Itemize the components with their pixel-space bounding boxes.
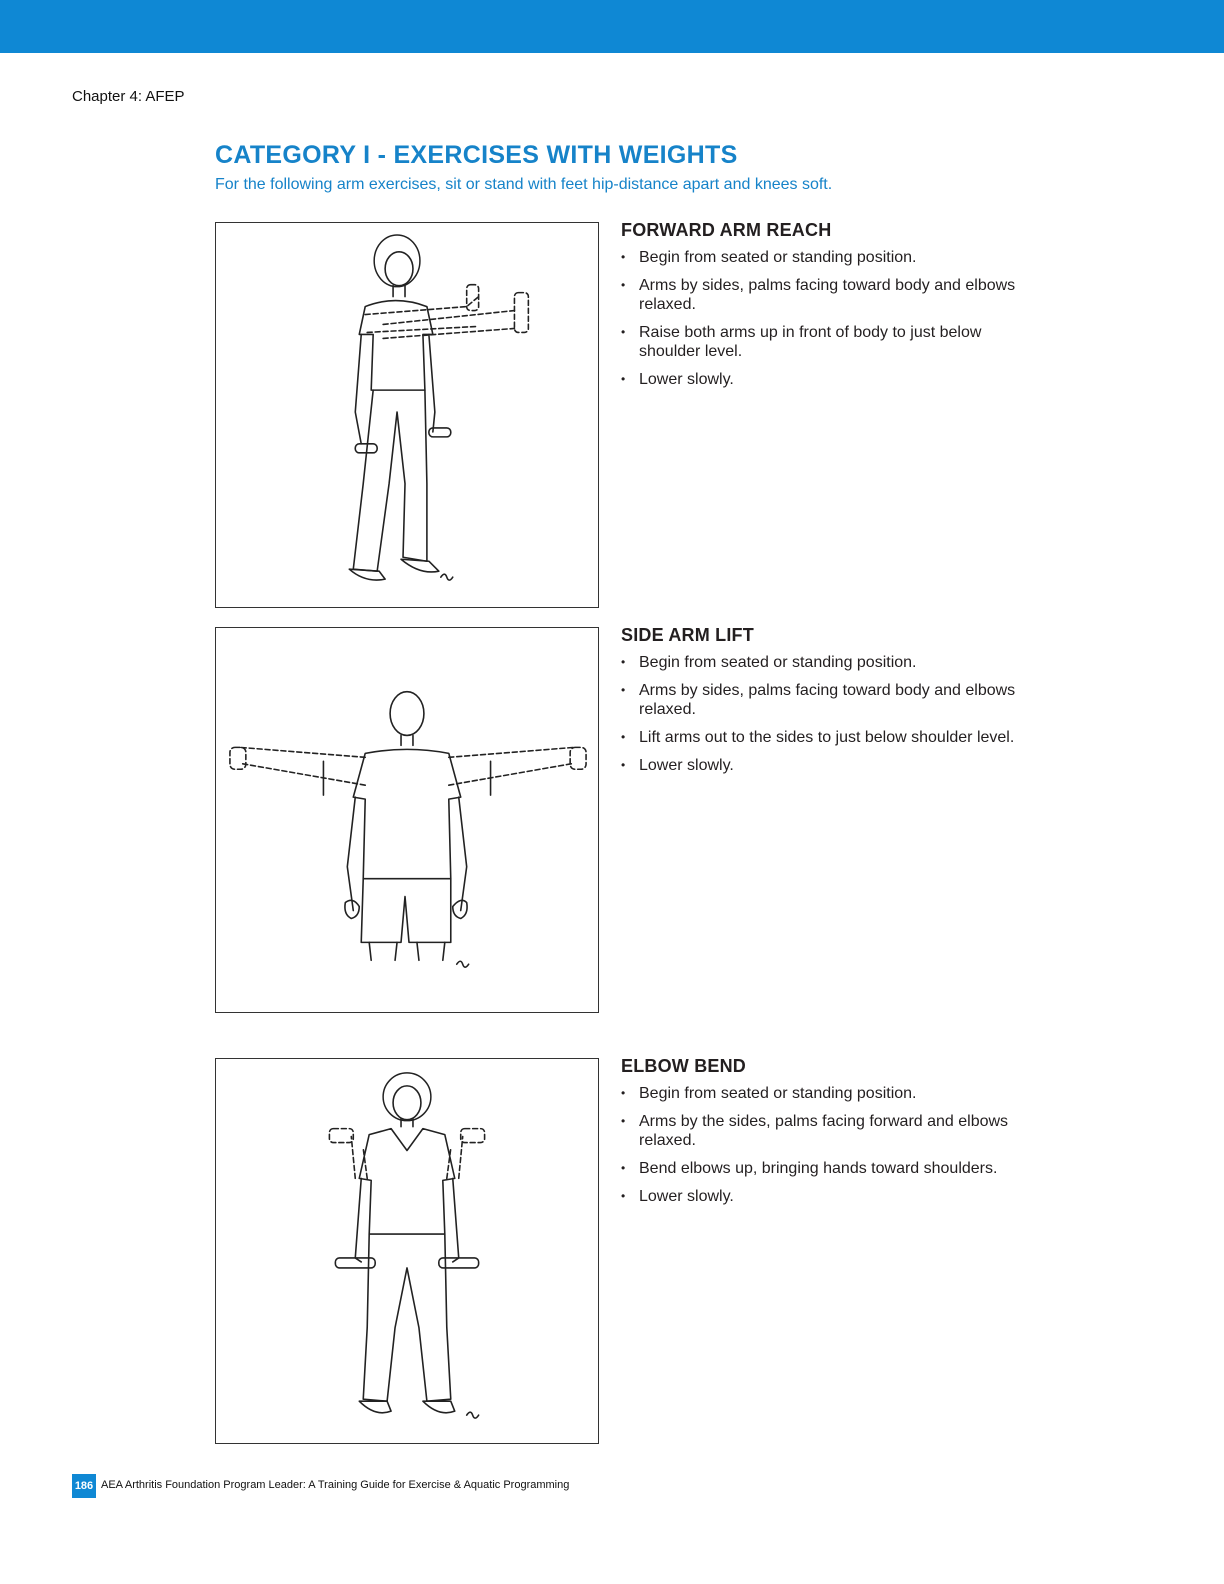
category-title: CATEGORY I - EXERCISES WITH WEIGHTS [215, 141, 738, 169]
forward-arm-reach-section [621, 220, 1041, 398]
step-item: • Lift arms out to the sides to just below shoulder level. [621, 728, 1041, 747]
step-item: • Lower slowly. [621, 1187, 1041, 1206]
exercise-steps [621, 1084, 1041, 1206]
exercise-title: ELBOW BEND [621, 1056, 746, 1076]
forward-arm-reach-illustration [215, 222, 599, 608]
step-item: • Lower slowly. [621, 756, 1041, 775]
footer-text: AEA Arthritis Foundation Program Leader: A Training Guide for Exercise & Aquatic Programming [101, 1479, 570, 1491]
step-item: • Begin from seated or standing position. [621, 1084, 1041, 1103]
step-item: • Lower slowly. [621, 370, 1041, 389]
page-number: 186 [72, 1474, 96, 1498]
top-banner [0, 0, 1224, 53]
exercise-steps [621, 653, 1041, 775]
step-item: • Arms by sides, palms facing toward body and elbows relaxed. [621, 681, 1041, 719]
elbow-bend-section [621, 1056, 1041, 1215]
category-subtitle: For the following arm exercises, sit or stand with feet hip-distance apart and knees soft. [215, 176, 833, 193]
step-item: • Bend elbows up, bringing hands toward shoulders. [621, 1159, 1041, 1178]
exercise-steps [621, 248, 1041, 389]
side-arm-lift-section [621, 625, 1041, 784]
elbow-bend-illustration [215, 1058, 599, 1444]
exercise-title: FORWARD ARM REACH [621, 220, 832, 240]
step-item: • Raise both arms up in front of body to just below shoulder level. [621, 323, 1041, 361]
step-item: • Begin from seated or standing position. [621, 653, 1041, 672]
step-item: • Arms by the sides, palms facing forward and elbows relaxed. [621, 1112, 1041, 1150]
exercise-title: SIDE ARM LIFT [621, 625, 754, 645]
step-item: • Begin from seated or standing position. [621, 248, 1041, 267]
step-item: • Arms by sides, palms facing toward body and elbows relaxed. [621, 276, 1041, 314]
side-arm-lift-illustration [215, 627, 599, 1013]
chapter-label: Chapter 4: AFEP [72, 88, 185, 105]
